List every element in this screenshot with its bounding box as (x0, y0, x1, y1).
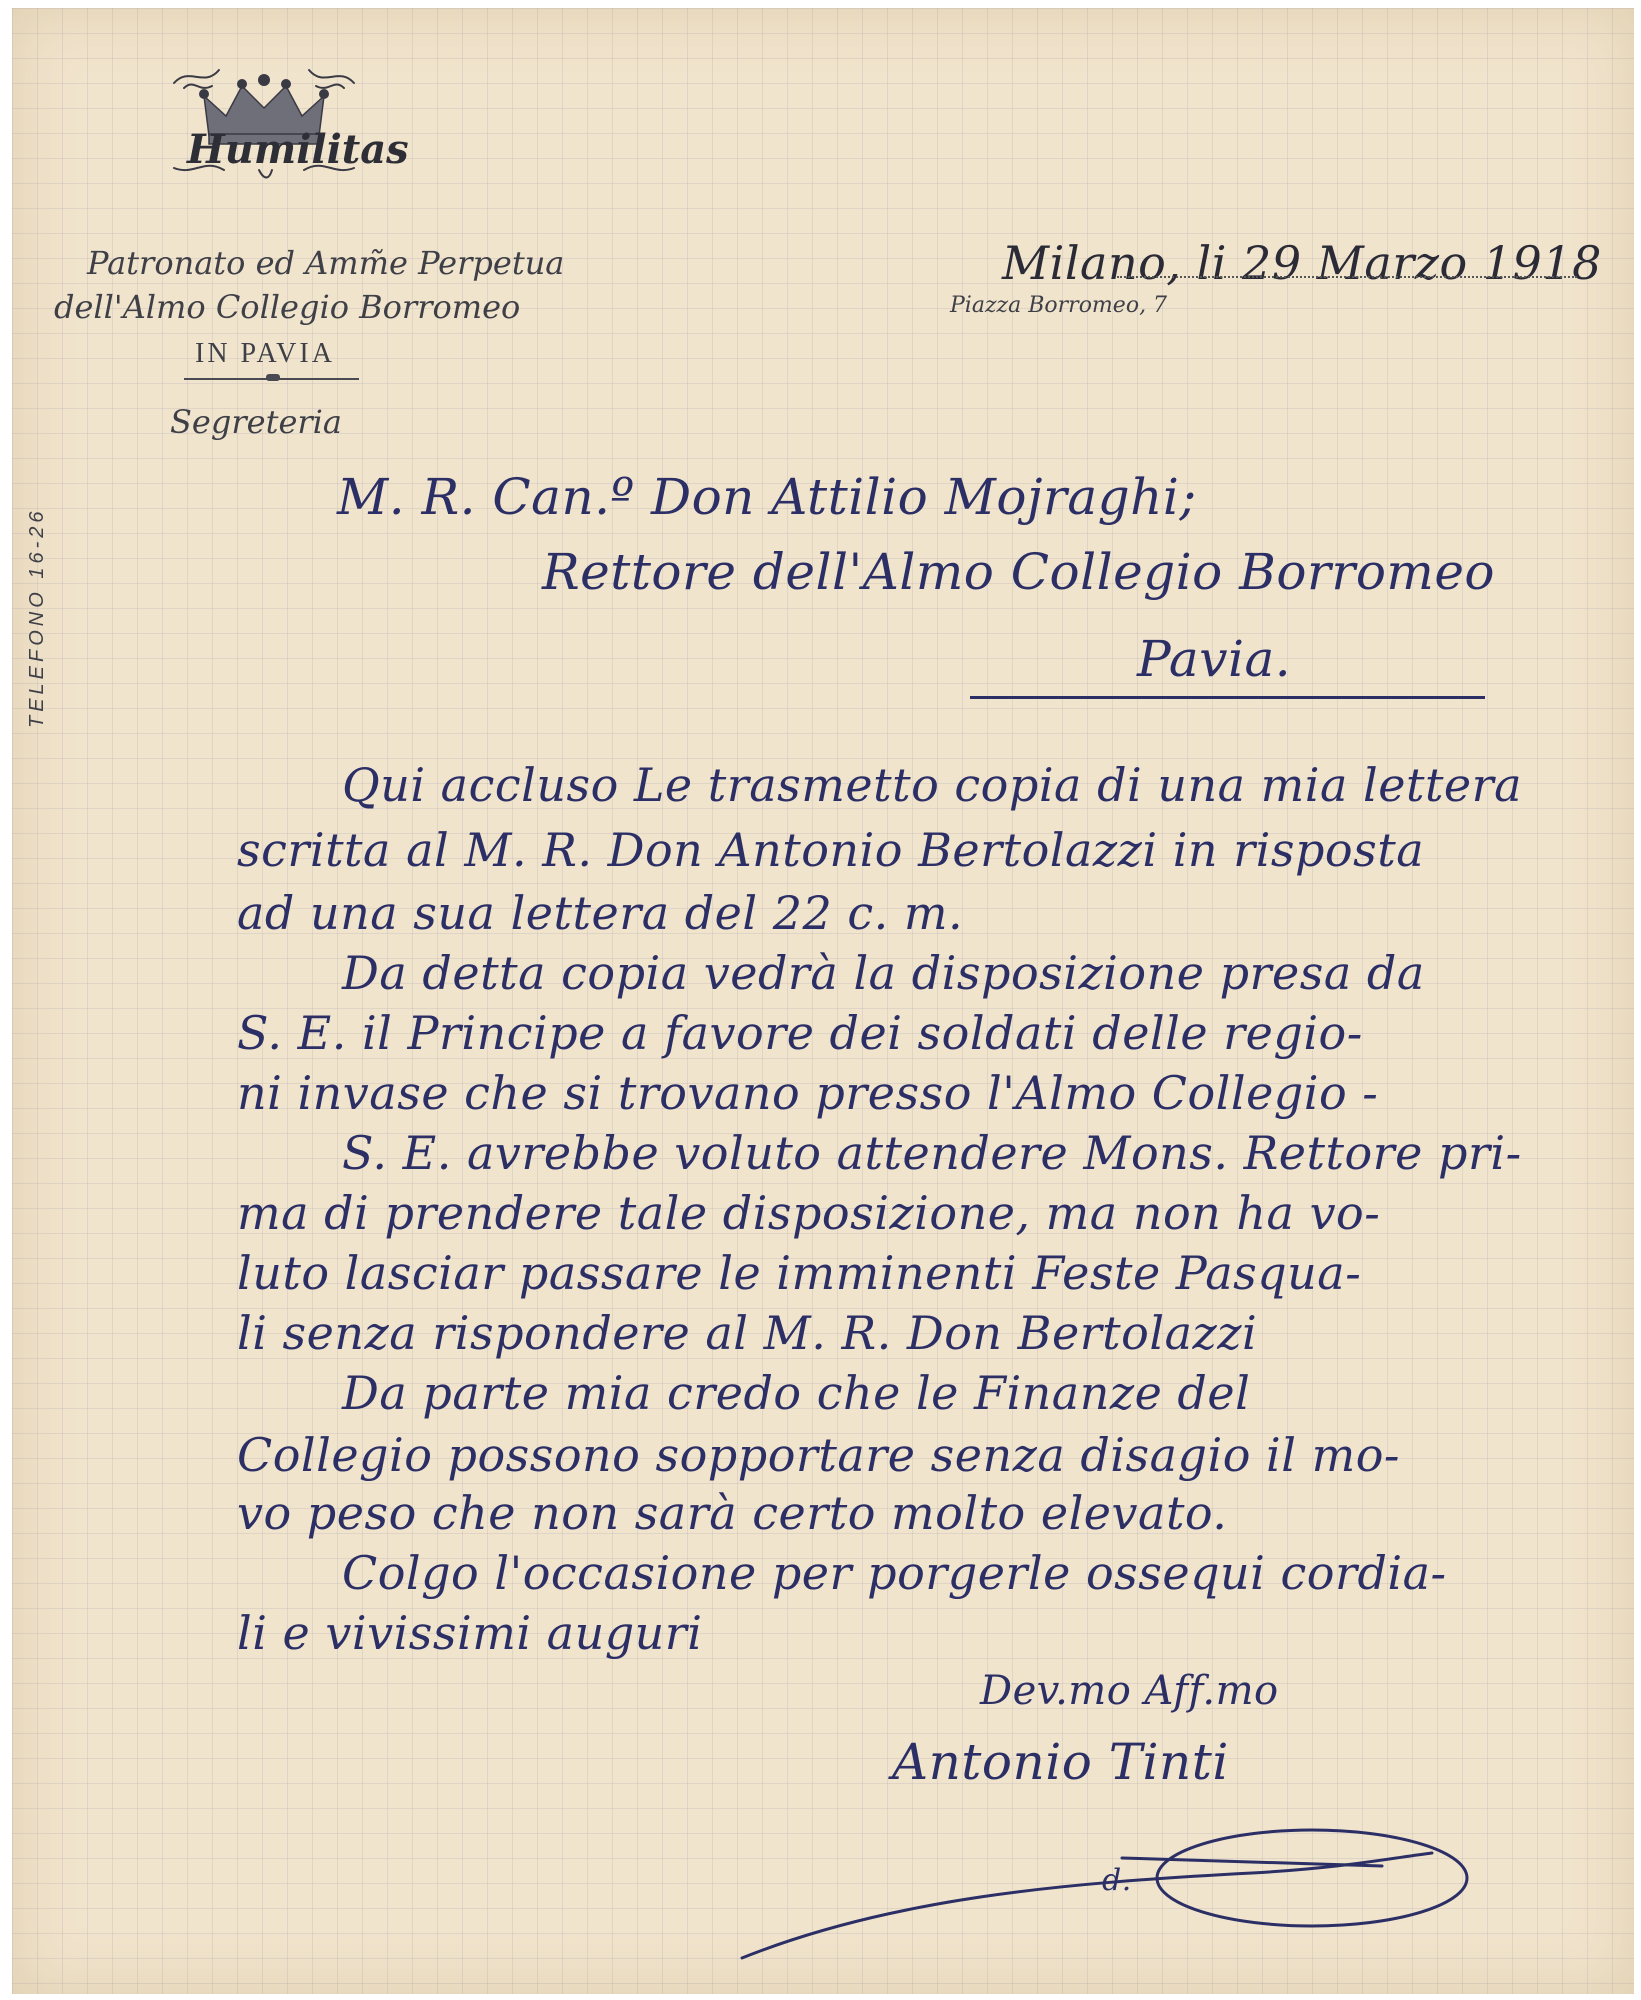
body-line-12: Collegio possono sopportare senza disagio il mo- (237, 1428, 1400, 1482)
recipient-name: M. R. Can.º Don Attilio Mojraghi; (337, 468, 1197, 526)
organization-line-1: Patronato ed Amm̃e Perpetua (87, 244, 565, 282)
organization-city: IN PAVIA (195, 338, 335, 369)
body-line-10: li senza rispondere al M. R. Don Bertolazzi (237, 1306, 1258, 1360)
body-line-14: Colgo l'occasione per porgerle ossequi cordia- (342, 1546, 1447, 1600)
recipient-city: Pavia. (1137, 630, 1292, 688)
letterhead-rule-ornament (266, 374, 280, 381)
recipient-title: Rettore dell'Almo Collegio Borromeo (542, 543, 1496, 601)
body-line-4: Da detta copia vedrà la disposizione presa da (342, 946, 1425, 1000)
signature-name: Antonio Tinti (892, 1733, 1229, 1791)
closing-salutation: Dev.mo Aff.mo (980, 1668, 1279, 1714)
body-line-3: ad una sua lettera del 22 c. m. (237, 886, 964, 940)
signature-mark: d. (1102, 1863, 1132, 1898)
letter-sheet (12, 8, 1634, 1994)
date-underline (1117, 276, 1577, 278)
body-line-7: S. E. avrebbe voluto attendere Mons. Rettore pri- (342, 1126, 1522, 1180)
office-name: Segreteria (170, 403, 342, 441)
organization-line-2: dell'Almo Collegio Borromeo (54, 288, 521, 326)
body-line-2: scritta al M. R. Don Antonio Bertolazzi in risposta (237, 823, 1425, 877)
address-underline (970, 696, 1485, 699)
body-line-8: ma di prendere tale disposizione, ma non ha vo- (237, 1186, 1381, 1240)
place-and-date: Milano, li 29 Marzo 1918 (1002, 236, 1602, 290)
street-address: Piazza Borromeo, 7 (950, 293, 1168, 318)
body-line-15: li e vivissimi auguri (237, 1606, 703, 1660)
body-line-13: vo peso che non sarà certo molto elevato. (237, 1486, 1228, 1540)
body-line-5: S. E. il Principe a favore dei soldati delle regio- (237, 1006, 1363, 1060)
signature-flourish-icon (732, 1708, 1502, 1968)
body-line-11: Da parte mia credo che le Finanze del (342, 1366, 1251, 1420)
body-line-6: ni invase che si trovano presso l'Almo Collegio - (237, 1066, 1379, 1120)
telephone-number: TELEFONO 16-26 (26, 507, 48, 728)
body-line-1: Qui accluso Le trasmetto copia di una mia lettera (342, 758, 1523, 812)
body-line-9: luto lasciar passare le imminenti Feste Pasqua- (237, 1246, 1362, 1300)
crest-motto: Humilitas (187, 126, 409, 173)
